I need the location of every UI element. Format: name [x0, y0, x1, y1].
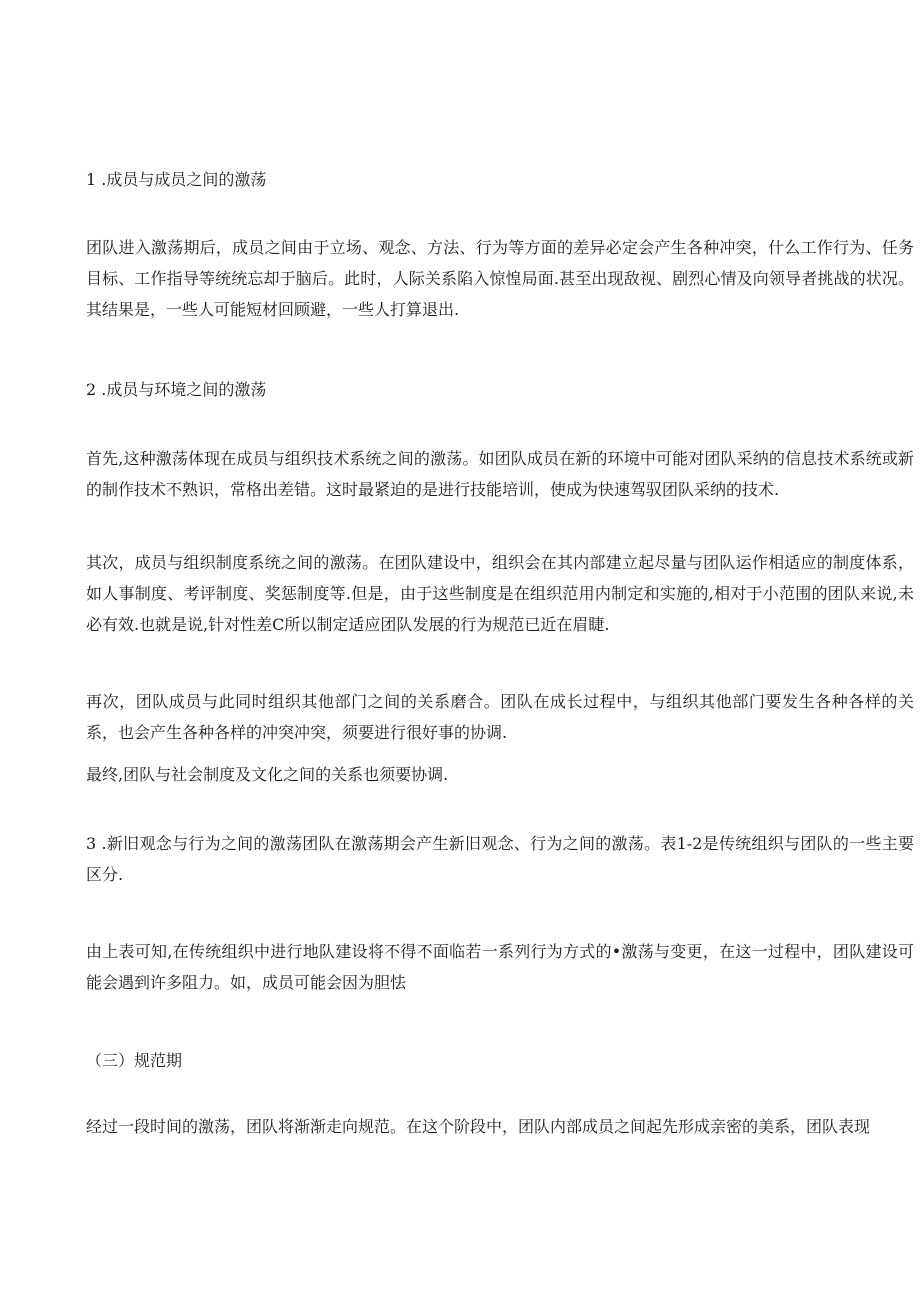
paragraph-institutional-system: 其次，成员与组织制度系统之间的激荡。在团队建设中，组织会在其内部建立起尽量与团队运作相适应的制度体系，如人事制度、考评制度、奖惩制度等.但是，由于这些制度是在组织范用内制定和实施的,相对于小范围的团队来说,未必有效.也就是说,针对性差C所以制定适应团队发展的行为规范已近在眉睫. — [86, 553, 914, 634]
paragraph-other-departments: 再次，团队成员与此同时组织其他部门之间的关系磨合。团队在成长过程中，与组织其他部门要发生各种各样的关系，也会产生各种各样的冲突冲突，须要进行很好事的协调. — [86, 692, 914, 742]
paragraph-norming-intro: 经过一段时间的激荡，团队将渐渐走向规范。在这个阶段中，团队内部成员之间起先形成亲密的美系，团队表现 — [86, 1117, 871, 1136]
heading-member-member: 1 .成员与成员之间的激荡 — [86, 170, 267, 189]
paragraph-society-culture: 最终,团队与社会制度及文化之间的关系也须要协调. — [86, 765, 449, 784]
paragraph-technical-system: 首先,这种激荡体现在成员与组织技术系统之间的激荡。如团队成员在新的环境中可能对团队采纳的信息技术系统或新的制作技术不熟识，常格出差错。这时最紧迫的是进行技能培训，使成为快速驾驭团队采纳的技术. — [86, 449, 914, 499]
paragraph-member-conflict: 团队进入激荡期后，成员之间由于立场、观念、方法、行为等方面的差异必定会产生各种冲突，什么工作行为、任务目标、工作指导等统统忘却于脑后。此时，人际关系陷入惊惶局面.甚至出现敌视、剧烈心情及向领导者挑战的状况。其结果是，一些人可能短材回顾避，一些人打算退出. — [86, 238, 914, 319]
heading-member-environment: 2 .成员与环境之间的激荡 — [86, 380, 267, 399]
paragraph-old-new-concepts: 3 .新旧观念与行为之间的激荡团队在激荡期会产生新旧观念、行为之间的激荡。表1-2是传统组织与团队的一些主要区分. — [86, 834, 914, 884]
section-title-norming: （三）规范期 — [86, 1051, 183, 1070]
paragraph-table-conclusion: 由上表可知,在传统组织中进行地队建设将不得不面临若一系列行为方式的•激荡与变更，在这一过程中，团队建设可能会遇到许多阻力。如，成员可能会因为胆怯 — [86, 942, 914, 992]
